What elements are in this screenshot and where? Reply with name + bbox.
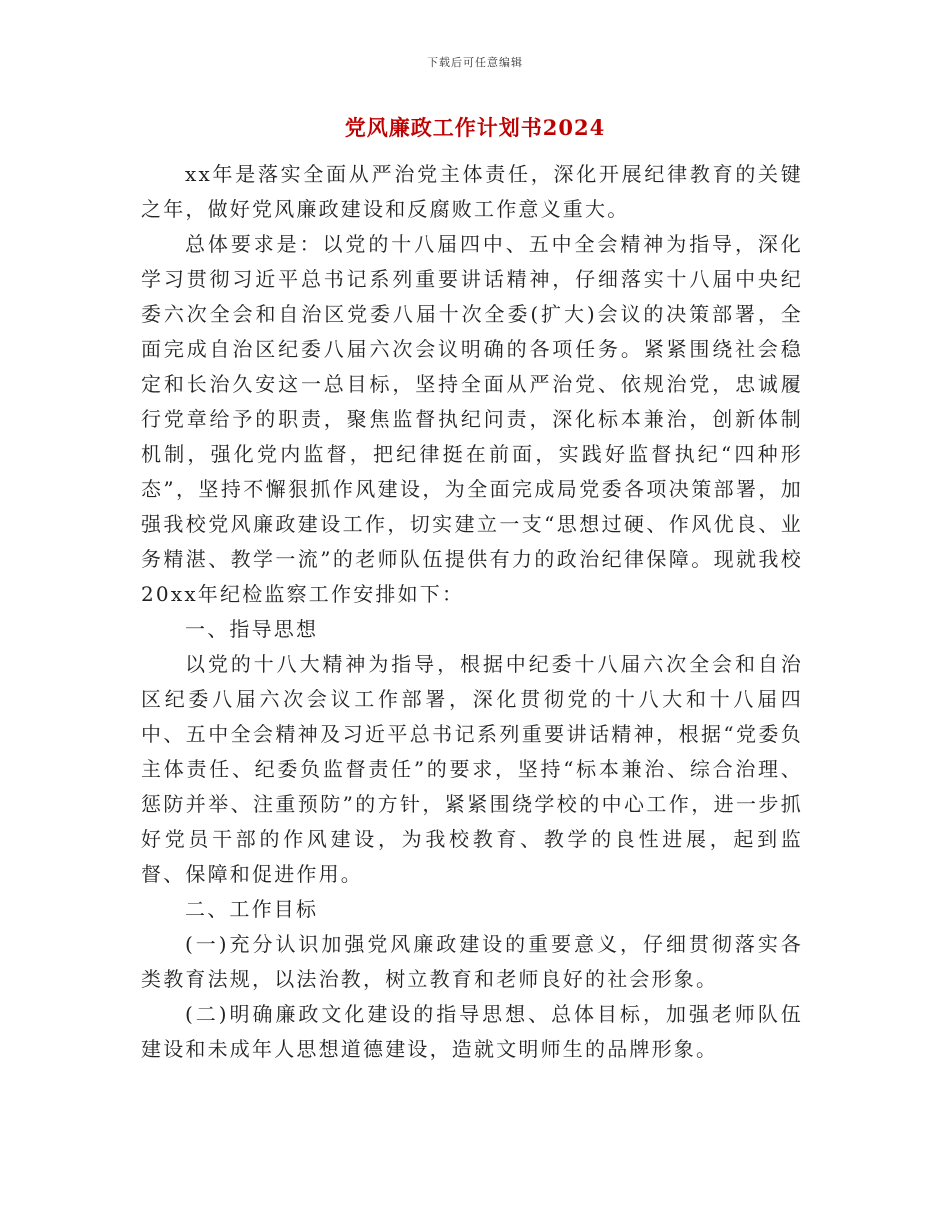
section-heading-work-goals: 二、工作目标 <box>185 897 319 921</box>
header-note: 下载后可任意编辑 <box>427 56 523 69</box>
paragraph-intro: xx年是落实全面从严治党主体责任，深化开展纪律教育的关键之年，做好党风廉政建设和反腐败工作意义重大。 <box>141 162 803 221</box>
section-heading-guiding-ideology: 一、指导思想 <box>185 617 319 641</box>
paragraph-general-requirements: 总体要求是：以党的十八届四中、五中全会精神为指导，深化学习贯彻习近平总书记系列重要讲话精神，仔细落实十八届中央纪委六次全会和自治区党委八届十次全委(扩大)会议的决策部署，全面完成自治区纪委八届六次会议明确的各项任务。紧紧围绕社会稳定和长治久安这一总目标，坚持全面从严治党、依规治党，忠诚履行党章给予的职责，聚焦监督执纪问责，深化标本兼治，创新体制机制，强化党内监督，把纪律挺在前面，实践好监督执纪“四种形态”，坚持不懈狠抓作风建设，为全面完成局党委各项决策部署，加强我校党风廉政建设工作，切实建立一支“思想过硬、作风优良、业务精湛、教学一流”的老师队伍提供有力的政治纪律保障。现就我校20xx年纪检监察工作安排如下： <box>141 232 803 606</box>
document-title: 党风廉政工作计划书2024 <box>344 115 606 140</box>
paragraph-goal-2: (二)明确廉政文化建设的指导思想、总体目标，加强老师队伍建设和未成年人思想道德建设，造就文明师生的品牌形象。 <box>141 1002 803 1061</box>
document-body <box>141 157 803 1067</box>
paragraph-goal-1: (一)充分认识加强党风廉政建设的重要意义，仔细贯彻落实各类教育法规，以法治教，树立教育和老师良好的社会形象。 <box>141 932 803 991</box>
paragraph-guiding-ideology: 以党的十八大精神为指导，根据中纪委十八届六次全会和自治区纪委八届六次会议工作部署，深化贯彻党的十八大和十八届四中、五中全会精神及习近平总书记系列重要讲话精神，根据“党委负主体责任、纪委负监督责任”的要求，坚持“标本兼治、综合治理、惩防并举、注重预防”的方针，紧紧围绕学校的中心工作，进一步抓好党员干部的作风建设，为我校教育、教学的良性进展，起到监督、保障和促进作用。 <box>141 652 803 886</box>
